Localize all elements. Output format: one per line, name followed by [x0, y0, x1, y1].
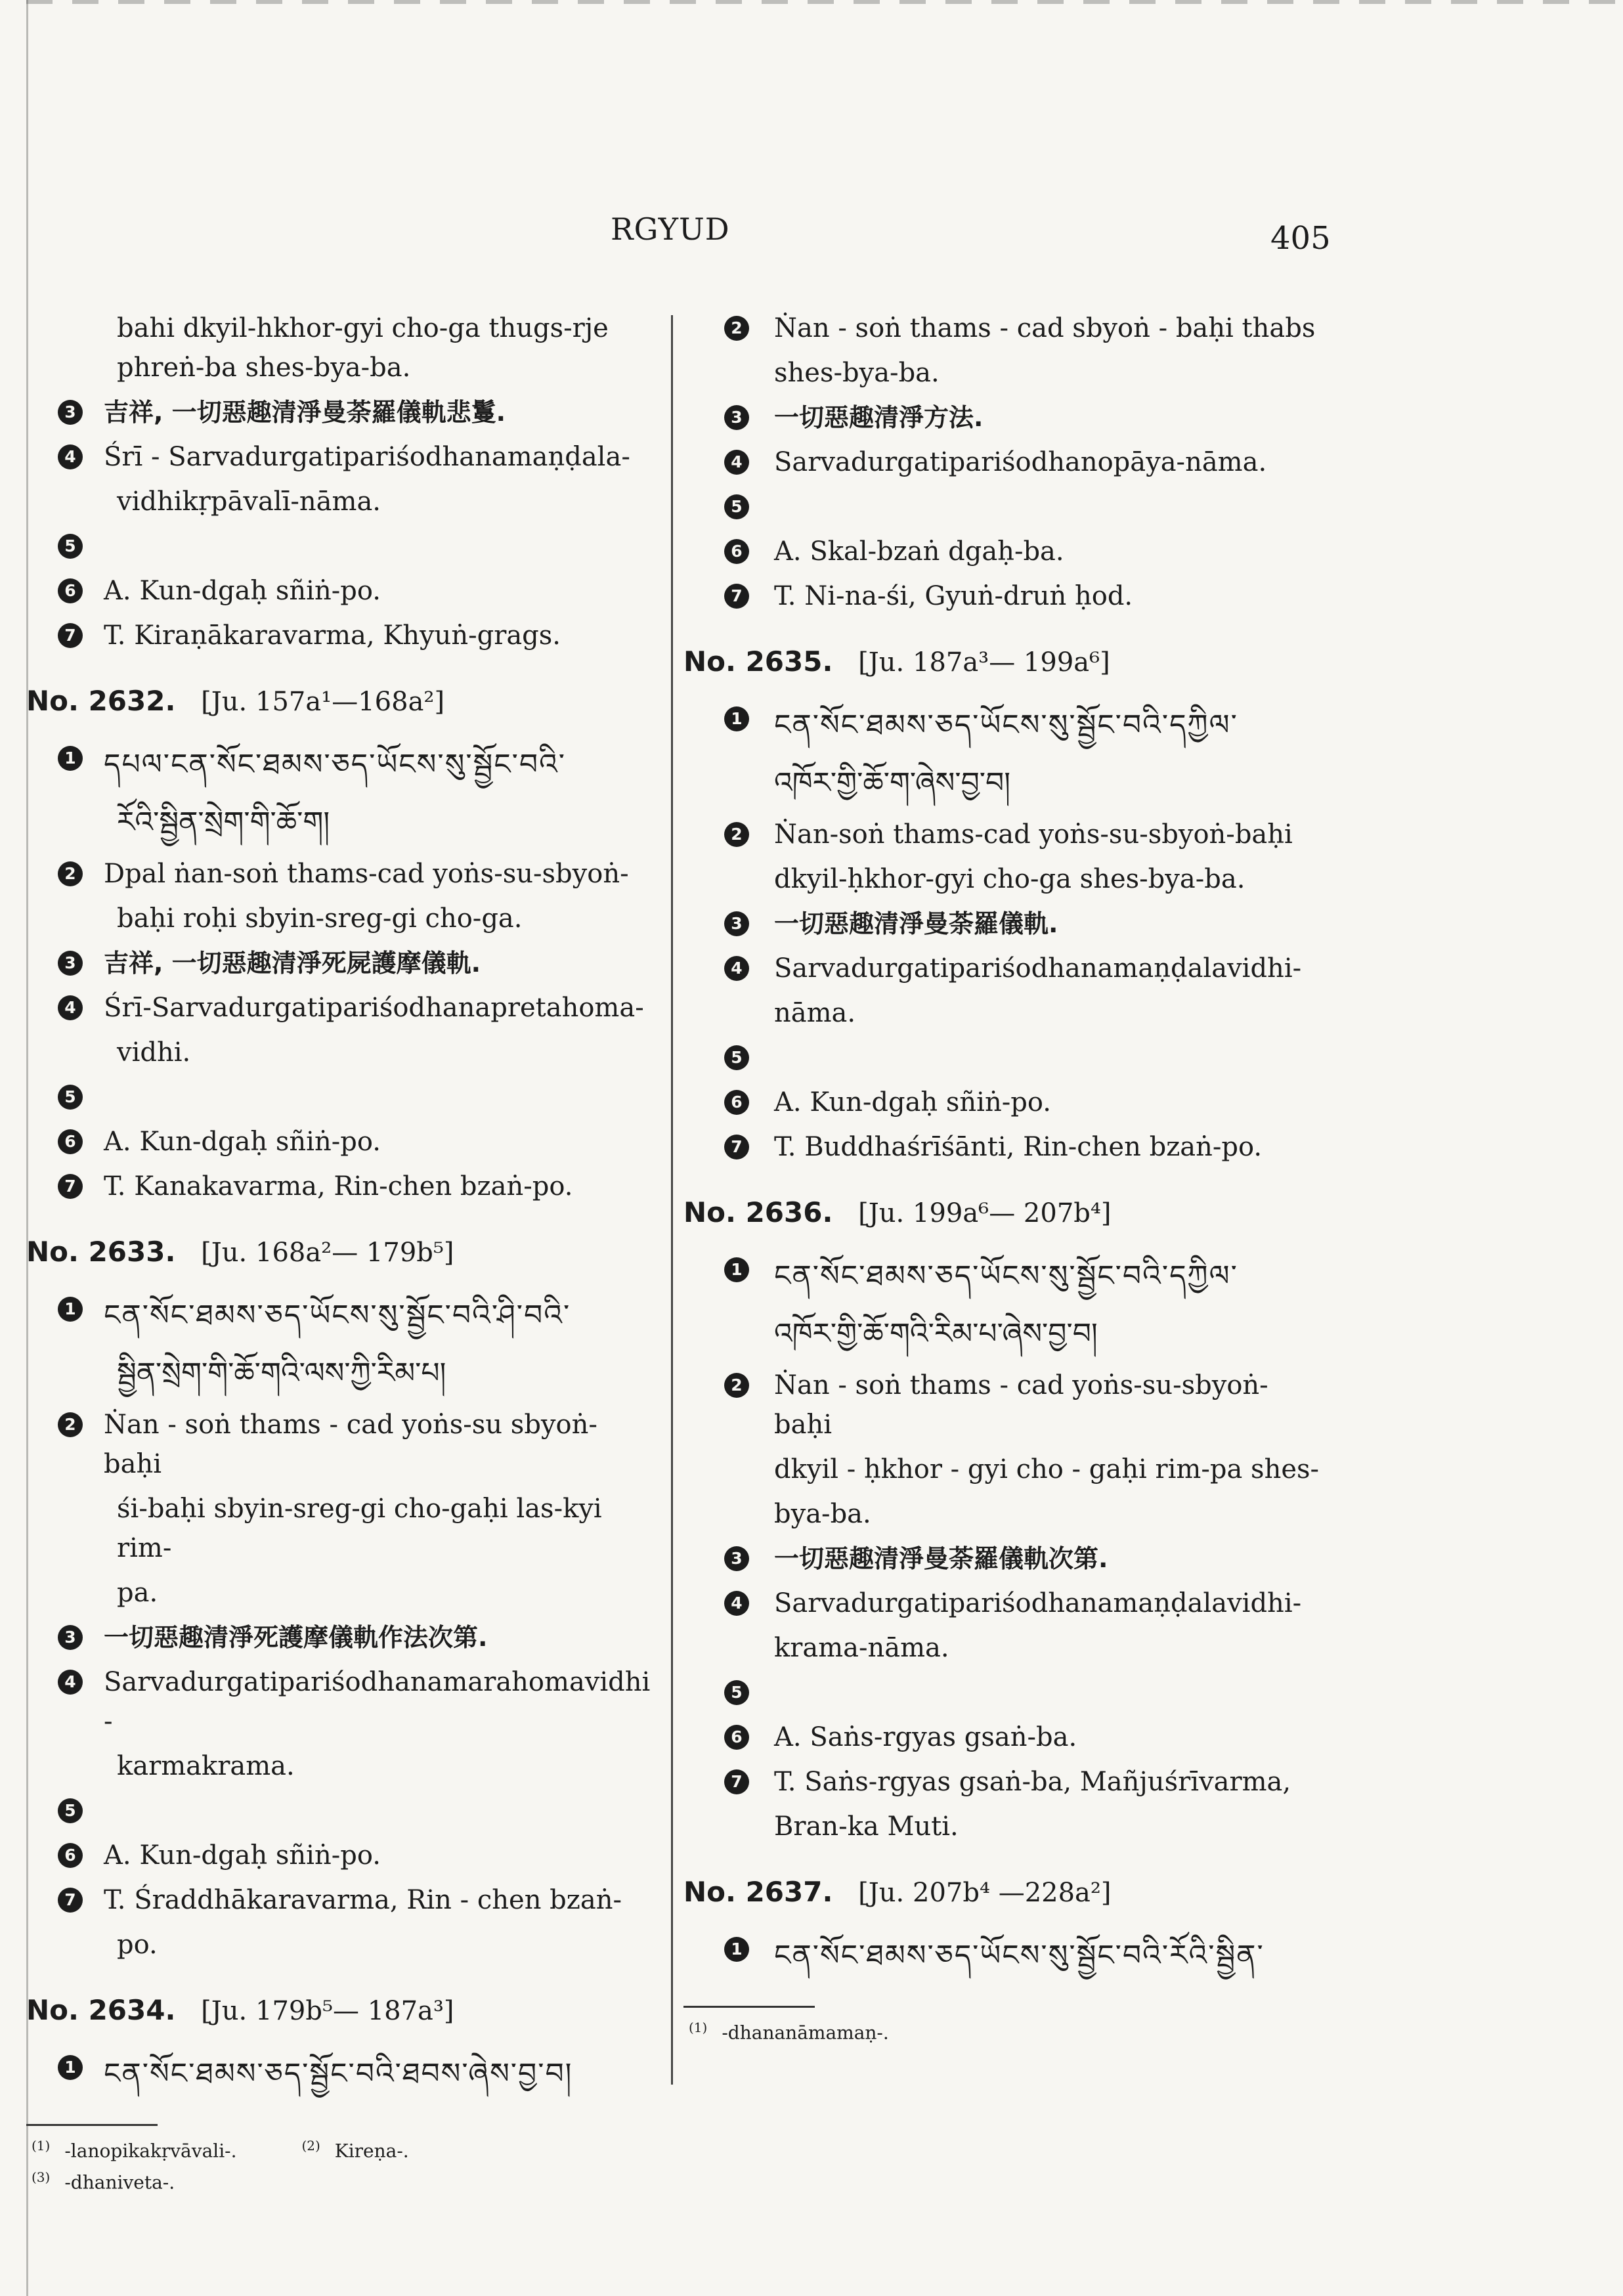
entry-line-7: [673, 1127, 1330, 1167]
translator-line: T. Kiraṇākaravarma, Khyuṅ-grags.: [104, 620, 561, 651]
author-line: A. Kun-dgaḥ sñiṅ-po.: [104, 1127, 381, 1157]
marker-7: 7: [58, 1174, 83, 1199]
entry-line-3: [0, 393, 660, 432]
entry-line-6: [0, 571, 660, 611]
entry-line-6: [0, 1836, 660, 1875]
entry-line-6: [673, 532, 1330, 571]
entry-line-7: [0, 1167, 660, 1206]
transliterated-title-cont: dkyil - ḥkhor - gyi cho - gaḥi rim-pa shes-: [774, 1454, 1320, 1484]
marker-4: 4: [58, 444, 83, 469]
entry-line-4: [673, 949, 1330, 988]
sanskrit-title: Śrī - Sarvadurgatipariśodhanamaṇḍala-: [104, 442, 630, 472]
entry-title-line: bahi dkyil-hkhor-gyi cho-ga thugs-rje phreṅ-ba shes-bya-ba.: [117, 313, 609, 383]
tibetan-title-cont: འཁོར་གྱི་ཆོ་གའི་རིམ་པ་ཞེས་བྱ་བ།: [774, 1317, 1098, 1351]
marker-6: 6: [58, 578, 83, 603]
transliterated-title: Dpal ṅan-soṅ thams-cad yoṅs-su-sbyoṅ-: [104, 859, 629, 889]
marker-7: 7: [58, 1888, 83, 1913]
sanskrit-title: Sarvadurgatipariśodhanopāya-nāma.: [774, 447, 1267, 477]
marker-6: 6: [724, 539, 749, 564]
author-line: A. Kun-dgaḥ sñiṅ-po.: [774, 1087, 1051, 1117]
marker-2: 2: [724, 316, 749, 341]
marker-5: 5: [58, 534, 83, 559]
entry-line-5: [673, 1038, 1330, 1077]
entry-line-5: [0, 527, 660, 566]
marker-2: 2: [724, 822, 749, 847]
marker-1: 1: [58, 2055, 83, 2080]
transliterated-title: Ṅan-soṅ thams-cad yoṅs-su-sbyoṅ-baḥi: [774, 819, 1293, 850]
tibetan-title-cont: སྦྱིན་སྲེག་གི་ཆོ་གའི་ལས་ཀྱི་རིམ་པ།: [117, 1356, 446, 1390]
entry-line-1: [0, 2048, 660, 2100]
entry-line-6: [673, 1083, 1330, 1122]
footnotes: [673, 2014, 1330, 2046]
entry-heading-2633: [0, 1232, 660, 1272]
entry-line-4: [0, 1662, 660, 1741]
entry-line-5: [0, 1791, 660, 1830]
marker-6: 6: [58, 1129, 83, 1154]
entry-number: No. 2635.: [683, 645, 833, 678]
sanskrit-title: Sarvadurgatipariśodhanamaṇḍalavidhi-: [774, 953, 1302, 984]
transliterated-title: Ṅan - soṅ thams - cad yoṅs-su sbyoṅ-baḥi: [104, 1410, 597, 1479]
footnote-rule: [683, 2006, 815, 2008]
entry-number: No. 2634.: [26, 1994, 176, 2026]
marker-3: 3: [724, 1546, 749, 1571]
entry-line-4: [0, 988, 660, 1028]
entry-line-1: [673, 1250, 1330, 1303]
chinese-title: 吉祥, 一切惡趣清淨死屍護摩儀軌.: [104, 949, 481, 978]
marker-7: 7: [58, 623, 83, 648]
entry-line-2: [0, 1405, 660, 1484]
entry-line-3: [0, 1618, 660, 1657]
tibetan-title: ངན་སོང་ཐམས་ཅད་ཡོངས་སུ་སྦྱོང་བའི་དཀྱིལ་: [774, 708, 1238, 742]
tibetan-title: དཔལ་ངན་སོང་ཐམས་ཅད་ཡོངས་སུ་སྦྱོང་བའི་: [104, 748, 567, 781]
entry-reference: [Ju. 168a²— 179b⁵]: [201, 1238, 454, 1268]
entry-line-2: [673, 309, 1330, 348]
transliterated-title-cont: bya-ba.: [774, 1499, 871, 1529]
sanskrit-title: Sarvadurgatipariśodhanamaṇḍalavidhi-: [774, 1588, 1302, 1618]
chinese-title: 一切惡趣清淨死護摩儀軌作法次第.: [104, 1623, 488, 1652]
marker-3: 3: [58, 400, 83, 425]
marker-2: 2: [58, 861, 83, 886]
entry-number: No. 2637.: [683, 1876, 833, 1908]
transliterated-title-cont: pa.: [117, 1578, 158, 1608]
entry-heading-2634: [0, 1991, 660, 2031]
marker-1: 1: [58, 746, 83, 771]
entry-line-1: [0, 1289, 660, 1342]
chinese-title: 一切惡趣清淨曼荼羅儀軌.: [774, 909, 1058, 938]
sanskrit-title-cont: krama-nāma.: [774, 1633, 949, 1663]
transliterated-title-cont: śi-baḥi sbyin-sreg-gi cho-gaḥi las-kyi rim-: [117, 1494, 602, 1563]
chinese-title: 一切惡趣清淨曼荼羅儀軌次第.: [774, 1544, 1108, 1573]
entry-reference: [Ju. 187a³— 199a⁶]: [858, 647, 1110, 678]
tibetan-title: ངན་སོང་ཐམས་ཅད་སྦྱོང་བའི་ཐབས་ཞེས་བྱ་བ།: [104, 2057, 573, 2090]
marker-5: 5: [58, 1798, 83, 1823]
tibetan-title-cont: འཁོར་གྱི་ཆོ་ག་ཞེས་བྱ་བ།: [774, 766, 1011, 800]
entry-line-6: [673, 1718, 1330, 1757]
translator-line-cont: po.: [117, 1930, 158, 1960]
entry-line-5: [673, 487, 1330, 527]
entry-line-4: [673, 1584, 1330, 1623]
entry-line-1: [673, 1930, 1330, 1982]
entry-number: No. 2633.: [26, 1236, 176, 1268]
marker-1: 1: [724, 1937, 749, 1962]
author-line: A. Kun-dgaḥ sñiṅ-po.: [104, 1840, 381, 1871]
entry-line-7: [673, 1762, 1330, 1802]
sanskrit-title-cont: karmakrama.: [117, 1751, 295, 1781]
marker-7: 7: [724, 1769, 749, 1794]
entry-line-7: [0, 616, 660, 655]
entry-line-4: [0, 437, 660, 477]
entry-reference: [Ju. 157a¹—168a²]: [201, 687, 445, 717]
marker-4: 4: [724, 450, 749, 475]
footnote-rule: [26, 2124, 158, 2126]
transliterated-title: Ṅan - soṅ thams - cad yoṅs-su-sbyoṅ-baḥi: [774, 1370, 1268, 1440]
author-line: A. Kun-dgaḥ sñiṅ-po.: [104, 576, 381, 606]
marker-4: 4: [58, 995, 83, 1020]
right-column: [673, 309, 1330, 2046]
tibetan-title: ངན་སོང་ཐམས་ཅད་ཡོངས་སུ་སྦྱོང་བའི་དཀྱིལ་: [774, 1259, 1238, 1293]
entry-line-3: [673, 1539, 1330, 1578]
marker-6: 6: [724, 1090, 749, 1115]
marker-2: 2: [724, 1373, 749, 1398]
translator-line: T. Śraddhākaravarma, Rin - chen bzaṅ-: [104, 1885, 622, 1915]
entry-line-1: [0, 739, 660, 791]
marker-3: 3: [724, 911, 749, 936]
sanskrit-title-cont: nāma.: [774, 998, 856, 1028]
entry-line-3: [0, 943, 660, 983]
tibetan-title: ངན་སོང་ཐམས་ཅད་ཡོངས་སུ་སྦྱོང་བའི་ཤི་བའི་: [104, 1299, 571, 1332]
marker-3: 3: [58, 1625, 83, 1650]
entry-reference: [Ju. 179b⁵— 187a³]: [201, 1996, 454, 2026]
transliterated-title: Ṅan - soṅ thams - cad sbyoṅ - baḥi thabs: [774, 313, 1316, 343]
footnote: $^{(1)}$ -dhananāmamaṇ-.: [689, 2020, 889, 2044]
entry-line-5: [673, 1673, 1330, 1712]
entry-reference: [Ju. 207b⁴ —228a²]: [858, 1878, 1112, 1908]
footnote: $^{(3)}$ -dhaniveta-.: [32, 2169, 175, 2194]
entry-heading-2636: [673, 1193, 1330, 1233]
marker-5: 5: [724, 1045, 749, 1070]
tibetan-title: ངན་སོང་ཐམས་ཅད་ཡོངས་སུ་སྦྱོང་བའི་རོའི་སྦྱིན་: [774, 1939, 1265, 1972]
translator-line: T. Ni-na-śi, Gyuṅ-druṅ ḥod.: [774, 581, 1133, 611]
entry-number: No. 2636.: [683, 1196, 833, 1228]
entry-line-2: [673, 1366, 1330, 1444]
marker-5: 5: [724, 494, 749, 519]
translator-line: T. Buddhaśrīśānti, Rin-chen bzaṅ-po.: [774, 1132, 1263, 1162]
entry-line-5: [0, 1077, 660, 1117]
scan-top-edge: [26, 0, 1623, 4]
entry-line-7: [0, 1880, 660, 1920]
translator-line: T. Kanakavarma, Rin-chen bzaṅ-po.: [104, 1171, 573, 1202]
marker-3: 3: [724, 405, 749, 430]
chinese-title: 一切惡趣清淨方法.: [774, 403, 984, 432]
entry-heading-2637: [673, 1873, 1330, 1913]
marker-4: 4: [58, 1670, 83, 1695]
transliterated-title-cont: shes-bya-ba.: [774, 358, 940, 388]
marker-5: 5: [58, 1085, 83, 1110]
marker-4: 4: [724, 956, 749, 981]
entry-heading-2632: [0, 682, 660, 722]
translator-line-cont: Bran-ka Muti.: [774, 1811, 959, 1842]
transliterated-title-cont: baḥi roḥi sbyin-sreg-gi cho-ga.: [117, 903, 523, 934]
transliterated-title-cont: dkyil-ḥkhor-gyi cho-ga shes-bya-ba.: [774, 864, 1245, 894]
chinese-title: 吉祥, 一切惡趣清淨曼荼羅儀軌悲鬘.: [104, 398, 506, 427]
left-column: [0, 309, 660, 2196]
entry-line-2: [0, 854, 660, 894]
sanskrit-title: Śrī-Sarvadurgatipariśodhanapretahoma-: [104, 993, 644, 1023]
marker-5: 5: [724, 1680, 749, 1705]
footnotes: [0, 2133, 660, 2196]
marker-7: 7: [724, 584, 749, 609]
entry-line-6: [0, 1122, 660, 1161]
marker-6: 6: [58, 1843, 83, 1868]
entry-reference: [Ju. 199a⁶— 207b⁴]: [858, 1198, 1112, 1228]
entry-line-4: [673, 443, 1330, 482]
entry-line-7: [673, 576, 1330, 616]
tibetan-title-cont: རོའི་སྦྱིན་སྲེག་གི་ཆོ་ག།: [117, 806, 330, 839]
sanskrit-title-cont: vidhi.: [117, 1037, 191, 1068]
marker-1: 1: [724, 1257, 749, 1282]
entry-line-3: [673, 904, 1330, 943]
marker-6: 6: [724, 1725, 749, 1750]
entry-line-3: [673, 398, 1330, 437]
entry-line-2: [673, 815, 1330, 854]
marker-3: 3: [58, 951, 83, 976]
entry-line-1: [673, 699, 1330, 752]
page-number: 405: [1270, 220, 1331, 257]
sanskrit-title-cont: vidhikṛpāvalī-nāma.: [117, 487, 381, 517]
author-line: A. Saṅs-rgyas gsaṅ-ba.: [774, 1722, 1077, 1752]
running-header: RGYUD: [611, 211, 730, 247]
marker-1: 1: [724, 706, 749, 731]
marker-1: 1: [58, 1297, 83, 1322]
footnote: $^{(2)}$ Kireṇa-.: [301, 2138, 409, 2162]
entry-number: No. 2632.: [26, 685, 176, 717]
sanskrit-title: Sarvadurgatipariśodhanamarahomavidhi -: [104, 1667, 651, 1737]
author-line: A. Skal-bzaṅ dgaḥ-ba.: [774, 536, 1064, 567]
marker-7: 7: [724, 1135, 749, 1159]
marker-2: 2: [58, 1412, 83, 1437]
footnote: $^{(1)}$ -lanopikakṛvāvali-.: [32, 2138, 237, 2162]
entry-heading-2635: [673, 642, 1330, 682]
marker-4: 4: [724, 1591, 749, 1616]
translator-line: T. Saṅs-rgyas gsaṅ-ba, Mañjuśrīvarma,: [774, 1767, 1291, 1797]
